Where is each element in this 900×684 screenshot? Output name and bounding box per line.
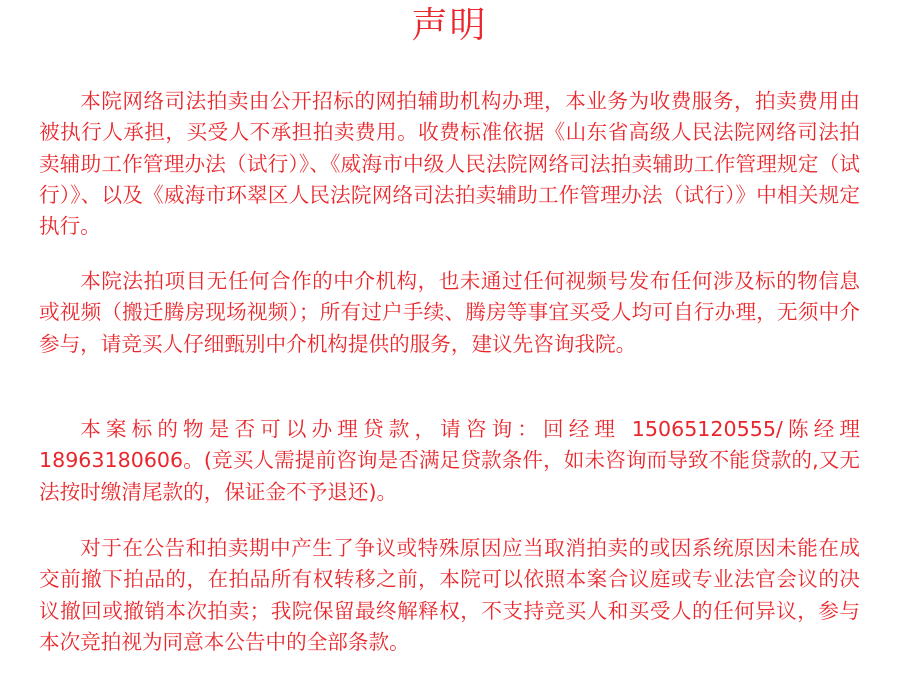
paragraph-no-intermediary: 本院法拍项目无任何合作的中介机构，也未通过任何视频号发布任何涉及标的物信息或视频（搬迁腾房现场视频）；所有过户手续、腾房等事宜买受人均可自行办理，无须中介参与，请竞买人仔细甄别中介机构提供的服务，建议先咨询我院。 [39,269,860,356]
page-title: 声明 [411,5,488,46]
paragraph-auction-fees: 本院网络司法拍卖由公开招标的网拍辅助机构办理，本业务为收费服务，拍卖费用由被执行人承担，买受人不承担拍卖费用。收费标准依据《山东省高级人民法院网络司法拍卖辅助工作管理办法（试行）》、《威海市中级人民法院网络司法拍卖辅助工作管理规定（试行）》、以及《威海市环翠区人民法院网络司法拍卖辅助工作管理办法（试行）》中相关规定执行。 [39,89,860,239]
paragraph-cancellation-rights: 对于在公告和拍卖期中产生了争议或特殊原因应当取消拍卖的或因系统原因未能在成交前撤下拍品的，在拍品所有权转移之前，本院可以依照本案合议庭或专业法官会议的决议撤回或撤销本次拍卖；我院保留最终解释权，不支持竞买人和买受人的任何异议，参与本次竞拍视为同意本公告中的全部条款。 [39,536,860,654]
paragraph-loan-inquiry: 本案标的物是否可以办理贷款，请咨询：回经理 15065120555/陈经理 18963180606。(竞买人需提前咨询是否满足贷款条件，如未咨询而导致不能贷款的,又无法按时缴清尾款的，保证金不予退还)。 [39,417,860,504]
